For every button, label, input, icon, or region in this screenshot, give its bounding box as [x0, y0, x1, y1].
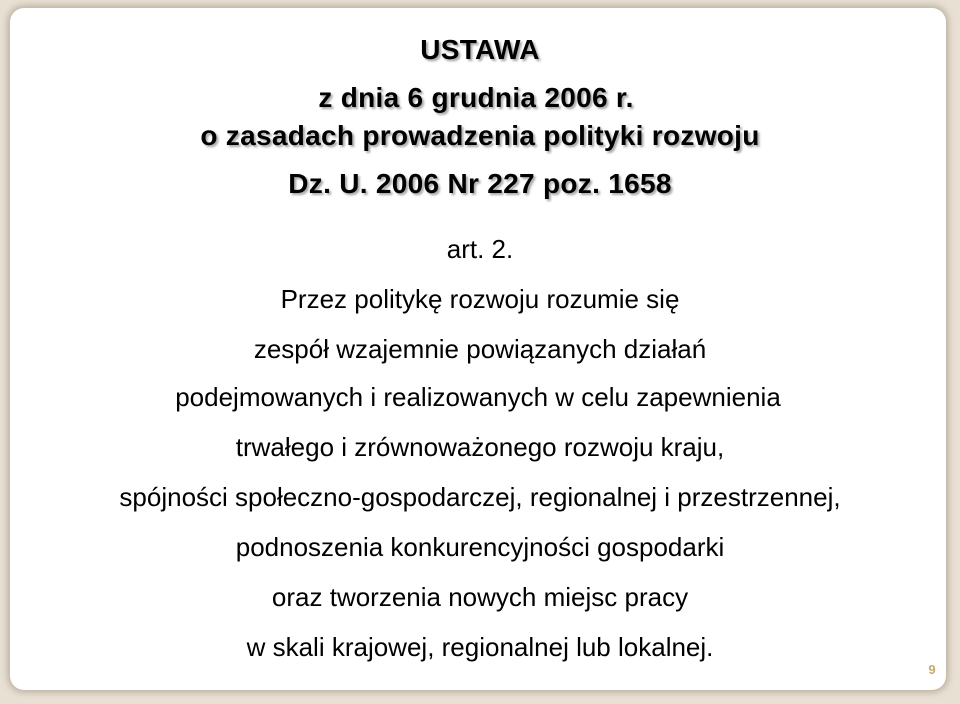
document-title: USTAWA: [420, 34, 540, 65]
article-line-4: trwałego i zrównoważonego rozwoju kraju,: [235, 432, 725, 462]
document-subject: o zasadach prowadzenia polityki rozwoju: [200, 120, 760, 151]
article-line-5: spójności społeczno-gospodarczej, regionalnej i przestrzennej,: [119, 482, 841, 512]
document-date: z dnia 6 grudnia 2006 r.: [318, 82, 634, 113]
article-label: art. 2.: [446, 234, 514, 264]
article-line-7: oraz tworzenia nowych miejsc pracy: [271, 582, 689, 612]
article-line-3: podejmowanych i realizowanych w celu zapewnienia: [175, 382, 781, 412]
article-line-2: zespół wzajemnie powiązanych działań: [253, 334, 707, 364]
article-line-6: podnoszenia konkurencyjności gospodarki: [235, 532, 725, 562]
article-line-8: w skali krajowej, regionalnej lub lokalnej.: [246, 632, 714, 662]
page-number: 9: [928, 662, 936, 677]
article-line-1: Przez politykę rozwoju rozumie się: [280, 284, 680, 314]
document-reference: Dz. U. 2006 Nr 227 poz. 1658: [288, 168, 672, 199]
